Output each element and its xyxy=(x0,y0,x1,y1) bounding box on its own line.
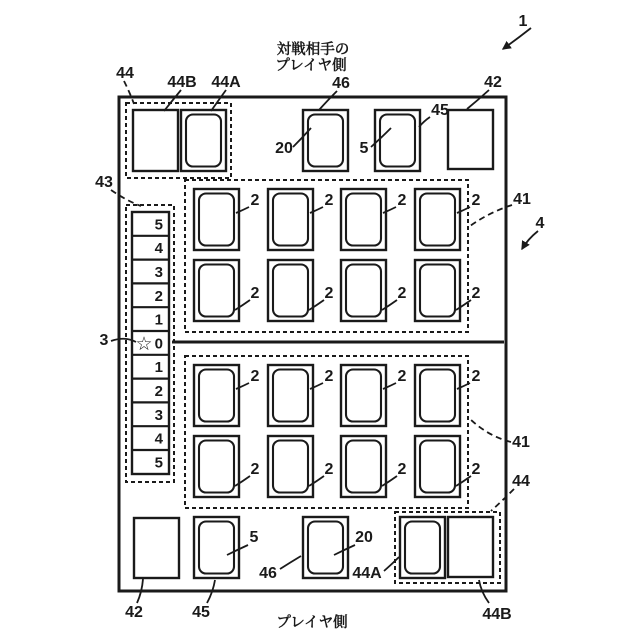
card-slot xyxy=(194,189,239,250)
track-cell-value: 2 xyxy=(154,383,163,400)
ref-2-card-label: 2 xyxy=(324,461,334,478)
card-slot xyxy=(268,260,313,321)
track-cell-value: 5 xyxy=(154,216,163,234)
ref-2-card-label: 2 xyxy=(250,368,260,385)
ref-44b-top-leader xyxy=(164,90,181,111)
ref-43-label: 43 xyxy=(95,174,113,191)
ref-4-arrow xyxy=(522,231,538,249)
ref-44-top-leader xyxy=(124,81,134,104)
zone-42-top-slot xyxy=(448,110,493,169)
ref-1-arrow xyxy=(503,28,531,49)
ref-2-card-label: 2 xyxy=(324,285,334,302)
track-cell-value: 3 xyxy=(154,264,163,281)
ref-44a-bottom-label: 44A xyxy=(352,565,382,582)
card-slot xyxy=(415,260,460,321)
ref-2-card-label: 2 xyxy=(397,368,407,385)
track-cell-value: 5 xyxy=(154,454,163,472)
ref-2-card-label: 2 xyxy=(397,192,407,209)
zone-44a-bottom-card-slot xyxy=(400,517,445,578)
card-slot xyxy=(415,365,460,426)
ref-2-card-label: 2 xyxy=(250,461,260,478)
ref-44a-bottom-leader xyxy=(384,557,399,571)
card-slot xyxy=(341,436,386,497)
ref-46-bottom-leader xyxy=(280,556,301,569)
ref-45-top-label: 45 xyxy=(431,102,449,119)
ref-44b-top-label: 44B xyxy=(167,74,197,91)
ref-44-right-leader xyxy=(491,489,514,511)
ref-2-card-label: 2 xyxy=(397,285,407,302)
ref-4-label: 4 xyxy=(535,215,545,232)
ref-41-bottom-label: 41 xyxy=(512,434,530,451)
opponent-side-title-line2: プレイヤ側 xyxy=(275,58,347,74)
track-cell-value: 4 xyxy=(154,430,163,448)
ref-44-right-label: 44 xyxy=(512,473,530,490)
ref-2-card-label: 2 xyxy=(471,368,481,385)
ref-42-top-leader xyxy=(467,90,489,109)
ref-42-top-label: 42 xyxy=(484,74,502,91)
ref-2-card-label: 2 xyxy=(471,192,481,209)
card-slot xyxy=(341,189,386,250)
zone-44b-bottom-slot xyxy=(448,517,493,577)
ref-1-label: 1 xyxy=(518,13,528,30)
card-slot xyxy=(268,189,313,250)
card-slot xyxy=(194,260,239,321)
zone-46-bottom-card-slot xyxy=(303,517,348,578)
zone-42-bottom-slot xyxy=(134,518,179,578)
ref-44-top-label: 44 xyxy=(116,65,134,82)
card-slot xyxy=(341,365,386,426)
ref-20-top-label: 20 xyxy=(275,140,293,157)
ref-44b-bottom-label: 44B xyxy=(482,606,512,623)
zone-46-top-card-slot xyxy=(303,110,348,171)
ref-44a-top-label: 44A xyxy=(211,74,241,91)
ref-46-bottom-label: 46 xyxy=(259,565,277,582)
player-side-title: プレイヤ側 xyxy=(276,615,348,631)
ref-43-leader xyxy=(111,190,141,206)
ref-2-card-label: 2 xyxy=(250,285,260,302)
ref-20-bottom-label: 20 xyxy=(355,529,373,546)
ref-46-top-leader xyxy=(319,91,337,110)
ref-2-card-label: 2 xyxy=(250,192,260,209)
ref-42-bottom-label: 42 xyxy=(125,604,143,621)
ref-2-card-label: 2 xyxy=(324,192,334,209)
card-slot xyxy=(194,436,239,497)
ref-2-card-label: 2 xyxy=(471,285,481,302)
track-cell-value: 1 xyxy=(154,311,163,329)
ref-5-top-label: 5 xyxy=(359,140,369,157)
track-cell-value: 1 xyxy=(154,359,163,377)
opponent-side-title-line1: 対戦相手の xyxy=(276,42,350,58)
track-cell-value: 4 xyxy=(154,240,163,258)
card-slot xyxy=(268,436,313,497)
card-slot xyxy=(415,436,460,497)
track-cell-value-zero: 0 xyxy=(154,335,163,353)
card-slot xyxy=(268,365,313,426)
ref-2-card-label: 2 xyxy=(324,368,334,385)
star-marker-icon: ☆ xyxy=(135,334,153,355)
ref-41-top-label: 41 xyxy=(513,191,531,208)
ref-45-bottom-label: 45 xyxy=(192,604,210,621)
zone-45-bottom-card-slot xyxy=(194,517,239,578)
zone-44a-top-card-slot xyxy=(181,110,226,171)
zone-45-top-card-slot xyxy=(375,110,420,171)
ref-2-card-label: 2 xyxy=(471,461,481,478)
track-cell-value: 3 xyxy=(154,406,163,424)
ref-46-top-label: 46 xyxy=(332,75,350,92)
card-slot xyxy=(415,189,460,250)
card-slot xyxy=(194,365,239,426)
ref-2-card-label: 2 xyxy=(397,461,407,478)
card-slot xyxy=(341,260,386,321)
ref-3-label: 3 xyxy=(99,332,109,349)
zone-44b-top-slot xyxy=(133,110,178,171)
ref-44a-top-leader xyxy=(211,90,226,111)
ref-5-bottom-label: 5 xyxy=(249,529,259,546)
track-cell-value: 2 xyxy=(154,287,163,305)
